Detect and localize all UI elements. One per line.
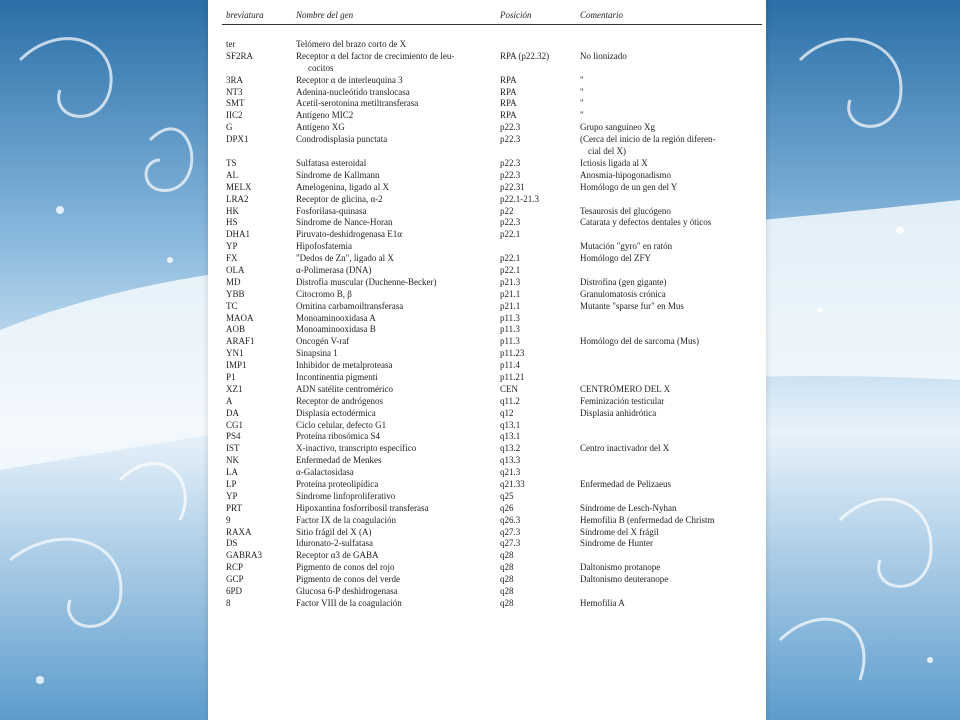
gene-name: Glucosa 6-P deshidrogenasa xyxy=(296,586,398,596)
gene-position: q26.3 xyxy=(500,514,521,525)
gene-name: X-inactivo, transcripto específico xyxy=(296,443,417,454)
gene-position: q12 xyxy=(500,407,514,418)
gene-abbreviation: ARAF1 xyxy=(226,336,255,347)
table-row xyxy=(208,467,766,479)
gene-comment: Feminización testicular xyxy=(580,395,665,406)
table-row xyxy=(208,527,766,539)
table-row xyxy=(208,562,766,574)
table-row xyxy=(208,384,766,396)
gene-abbreviation: CG1 xyxy=(226,419,244,430)
gene-position: p22 xyxy=(500,205,514,216)
gene-abbreviation: GABRA3 xyxy=(226,550,263,561)
gene-name: Pigmento de conos del verde xyxy=(296,574,400,585)
table-row xyxy=(208,550,766,562)
gene-abbreviation: GCP xyxy=(226,574,244,585)
gene-abbreviation: IMP1 xyxy=(226,360,247,371)
gene-comment: " xyxy=(580,74,584,85)
gene-comment: Síndrome de Lesch-Nyhan xyxy=(580,502,677,513)
gene-position: p22.3 xyxy=(500,157,521,168)
table-row xyxy=(208,491,766,503)
gene-comment: " xyxy=(580,86,584,97)
gene-comment: Distrofina (gen gigante) xyxy=(580,276,667,287)
gene-abbreviation: PS4 xyxy=(226,431,241,442)
gene-name: Fosforilasa-quinasa xyxy=(296,205,367,216)
table-row xyxy=(208,586,766,598)
table-row xyxy=(208,324,766,336)
gene-name: Oncogén V-raf xyxy=(296,336,350,347)
table-header xyxy=(208,10,766,24)
gene-abbreviation: DS xyxy=(226,538,238,549)
gene-abbreviation: SF2RA xyxy=(226,50,254,61)
gene-comment: Homólogo de un gen del Y xyxy=(580,181,678,192)
gene-name: Citocromo B, β xyxy=(296,288,352,299)
gene-abbreviation: MAOA xyxy=(226,312,254,323)
gene-position: p11.3 xyxy=(500,312,520,323)
table-row xyxy=(208,372,766,384)
gene-abbreviation: PRT xyxy=(226,502,242,513)
header-rule xyxy=(222,24,762,25)
table-row xyxy=(208,206,766,218)
table-row xyxy=(208,39,766,51)
table-row xyxy=(208,98,766,110)
gene-abbreviation: HS xyxy=(226,217,238,228)
gene-position: RPA xyxy=(500,110,517,121)
table-row xyxy=(208,503,766,515)
gene-position: RPA xyxy=(500,98,517,109)
gene-comment: Anosmia-hipogonadismo xyxy=(580,169,671,180)
table-row xyxy=(208,87,766,99)
gene-abbreviation: DPX1 xyxy=(226,134,249,145)
gene-position: q21.3 xyxy=(500,467,521,478)
table-row xyxy=(208,455,766,467)
gene-position: p22.3 xyxy=(500,217,521,228)
gene-name: Receptor α del factor de crecimiento de leu- xyxy=(296,50,455,61)
gene-name: Síndrome de Kallmann xyxy=(296,169,380,180)
gene-abbreviation: LA xyxy=(226,467,238,478)
gene-name: "Dedos de Zn", ligado al X xyxy=(296,253,394,264)
gene-abbreviation: YBB xyxy=(226,288,245,299)
gene-name: ADN satélite centromérico xyxy=(296,383,393,394)
table-row xyxy=(208,170,766,182)
gene-name: α-Polimerasa (DNA) xyxy=(296,264,372,275)
table-row xyxy=(208,229,766,241)
gene-table-body xyxy=(208,39,766,610)
gene-abbreviation: YP xyxy=(226,490,238,501)
gene-abbreviation: 8 xyxy=(226,597,231,608)
gene-abbreviation: RCP xyxy=(226,562,244,573)
gene-abbreviation: LRA2 xyxy=(226,193,249,204)
gene-abbreviation: RAXA xyxy=(226,526,252,537)
gene-name: Síndrome linfoproliferativo xyxy=(296,490,396,501)
gene-comment: Síndrome de Hunter xyxy=(580,538,653,549)
gene-abbreviation: MD xyxy=(226,276,241,287)
table-row xyxy=(208,313,766,325)
table-row xyxy=(208,443,766,455)
gene-position: RPA xyxy=(500,74,517,85)
gene-name: Amelogenina, ligado al X xyxy=(296,181,389,192)
gene-comment: CENTRÓMERO DEL X xyxy=(580,383,671,394)
gene-position: p22.31 xyxy=(500,181,525,192)
table-row xyxy=(208,420,766,432)
gene-name: Sinapsina 1 xyxy=(296,348,338,359)
gene-position: RPA (p22.32) xyxy=(500,50,550,61)
header-abbreviation: breviatura xyxy=(226,10,264,20)
gene-name: Displasia ectodérmica xyxy=(296,407,376,418)
gene-name: Adenina-nucleótido translocasa xyxy=(296,86,410,97)
table-row xyxy=(208,241,766,253)
gene-position: q13.1 xyxy=(500,419,521,430)
gene-abbreviation: AOB xyxy=(226,324,246,335)
gene-position: q27.3 xyxy=(500,538,521,549)
gene-name: Ciclo celular, defecto G1 xyxy=(296,419,387,430)
gene-abbreviation: 3RA xyxy=(226,74,244,85)
gene-name: Proteína proteolipídica xyxy=(296,478,379,489)
gene-position: q13.1 xyxy=(500,431,521,442)
gene-position: p22.1-21.3 xyxy=(500,193,539,204)
gene-comment: Homólogo del ZFY xyxy=(580,253,651,264)
table-row xyxy=(208,122,766,134)
table-row xyxy=(208,194,766,206)
header-position: Posición xyxy=(500,10,532,20)
gene-comment: Daltonismo protanope xyxy=(580,562,661,573)
gene-name: Monoaminooxidasa B xyxy=(296,324,376,335)
gene-name: Hipofosfatemia xyxy=(296,241,352,252)
gene-comment: Tesaurosis del glucógeno xyxy=(580,205,671,216)
gene-abbreviation: SMT xyxy=(226,98,245,109)
gene-comment: Homólogo del de sarcoma (Mus) xyxy=(580,336,699,347)
gene-comment: Granulomatosis crónica xyxy=(580,288,666,299)
gene-position: q26 xyxy=(500,502,514,513)
gene-name: Piruvato-deshidrogenasa E1α xyxy=(296,229,402,240)
gene-name: Condrodisplasia punctata xyxy=(296,134,388,145)
gene-name: Monoaminooxidasa A xyxy=(296,312,376,323)
gene-comment: Grupo sanguíneo Xg xyxy=(580,122,655,133)
table-row xyxy=(208,301,766,313)
gene-name: Síndrome de Nance-Horan xyxy=(296,217,393,228)
gene-abbreviation: IIC2 xyxy=(226,110,243,121)
table-row xyxy=(208,75,766,87)
gene-abbreviation: LP xyxy=(226,478,237,489)
gene-comment: Hemofilia A xyxy=(580,597,625,608)
gene-position: p22.3 xyxy=(500,134,521,145)
table-row xyxy=(208,431,766,443)
table-row xyxy=(208,217,766,229)
gene-name: Inhibidor de metalproteasa xyxy=(296,360,393,371)
gene-position: q27.3 xyxy=(500,526,521,537)
gene-name: Enfermedad de Menkes xyxy=(296,455,382,466)
gene-name: Hipoxantina fosforribosil transferasa xyxy=(296,502,429,513)
header-comment: Comentario xyxy=(580,10,624,20)
gene-name: Distrofia muscular (Duchenne-Becker) xyxy=(296,276,437,287)
gene-abbreviation: P1 xyxy=(226,371,236,382)
gene-abbreviation: NK xyxy=(226,455,239,466)
gene-name: Iduronato-2-sulfatasa xyxy=(296,538,373,549)
gene-position: p11.3 xyxy=(500,324,520,335)
gene-name: α-Galactosidasa xyxy=(296,467,354,478)
gene-position: q11.2 xyxy=(500,395,520,406)
gene-name: Factor IX de la coagulación xyxy=(296,514,396,525)
gene-abbreviation: HK xyxy=(226,205,239,216)
table-row xyxy=(208,408,766,420)
gene-name: Receptor α3 de GABA xyxy=(296,550,379,561)
gene-name: Receptor de glicina, α-2 xyxy=(296,193,383,204)
gene-abbreviation: G xyxy=(226,122,233,133)
table-row xyxy=(208,336,766,348)
gene-name: Acetil-serotonina metiltransferasa xyxy=(296,98,419,109)
gene-comment: Mutante "sparse fur" en Mus xyxy=(580,300,684,311)
gene-name: Receptor de andrógenos xyxy=(296,395,383,406)
gene-comment: Centro inactivador del X xyxy=(580,443,670,454)
table-row xyxy=(208,182,766,194)
table-row xyxy=(208,51,766,75)
gene-abbreviation: OLA xyxy=(226,264,245,275)
gene-abbreviation: 6PD xyxy=(226,586,243,596)
table-row xyxy=(208,110,766,122)
gene-position: q13.3 xyxy=(500,455,521,466)
gene-comment: Daltonismo deuteranope xyxy=(580,574,669,585)
gene-comment-continuation: cial del X) xyxy=(588,146,626,157)
gene-name-continuation: cocitos xyxy=(308,62,334,73)
gene-abbreviation: XZ1 xyxy=(226,383,243,394)
gene-name: Factor VIII de la coagulación xyxy=(296,597,402,608)
gene-position: p11.4 xyxy=(500,360,520,371)
gene-position: CEN xyxy=(500,383,518,394)
gene-position: p21.1 xyxy=(500,288,521,299)
gene-abbreviation: DHA1 xyxy=(226,229,250,240)
table-row xyxy=(208,574,766,586)
gene-position: p22.3 xyxy=(500,169,521,180)
gene-abbreviation: YN1 xyxy=(226,348,244,359)
table-row xyxy=(208,158,766,170)
gene-abbreviation: TS xyxy=(226,157,237,168)
gene-abbreviation: IST xyxy=(226,443,240,454)
gene-position: q25 xyxy=(500,490,514,501)
gene-abbreviation: 9 xyxy=(226,514,231,525)
table-row xyxy=(208,538,766,550)
table-row xyxy=(208,277,766,289)
gene-position: q21.33 xyxy=(500,478,525,489)
gene-comment: Displasia anhidrótica xyxy=(580,407,657,418)
gene-name: Sulfatasa esteroidal xyxy=(296,157,367,168)
document-page xyxy=(208,0,766,720)
gene-abbreviation: AL xyxy=(226,169,238,180)
gene-comment: Catarata y defectos dentales y óticos xyxy=(580,217,712,228)
gene-name: Receptor α de interleuquina 3 xyxy=(296,74,403,85)
gene-position: p21.3 xyxy=(500,276,521,287)
gene-position: q28 xyxy=(500,550,514,561)
gene-comment: Ictiosis ligada al X xyxy=(580,157,648,168)
gene-name: Sitio frágil del X (A) xyxy=(296,526,372,537)
table-row xyxy=(208,515,766,527)
gene-comment: Enfermedad de Pelizaeus xyxy=(580,478,671,489)
gene-position: q28 xyxy=(500,586,514,596)
gene-position: p22.3 xyxy=(500,122,521,133)
gene-position: p11.3 xyxy=(500,336,520,347)
table-row xyxy=(208,598,766,610)
gene-comment: Mutación "gyro" en ratón xyxy=(580,241,673,252)
gene-position: q13.2 xyxy=(500,443,521,454)
gene-position: RPA xyxy=(500,86,517,97)
gene-name: Proteína ribosómica S4 xyxy=(296,431,380,442)
gene-name: Incontinentia pigmenti xyxy=(296,371,378,382)
gene-abbreviation: MELX xyxy=(226,181,252,192)
gene-position: q28 xyxy=(500,574,514,585)
table-row xyxy=(208,360,766,372)
gene-abbreviation: FX xyxy=(226,253,238,264)
gene-position: p11.23 xyxy=(500,348,525,359)
gene-comment: " xyxy=(580,110,584,121)
table-row xyxy=(208,396,766,408)
gene-position: q28 xyxy=(500,562,514,573)
gene-position: q28 xyxy=(500,597,514,608)
gene-abbreviation: ter xyxy=(226,39,236,49)
gene-position: p11.21 xyxy=(500,371,525,382)
gene-position: p21.1 xyxy=(500,300,521,311)
gene-position: p22.1 xyxy=(500,229,521,240)
gene-position: p22.1 xyxy=(500,264,521,275)
gene-comment: Síndrome del X frágil xyxy=(580,526,659,537)
gene-comment: " xyxy=(580,98,584,109)
gene-name: Pigmento de conos del rojo xyxy=(296,562,395,573)
gene-abbreviation: DA xyxy=(226,407,239,418)
gene-name: Ornitina carbamoiltransferasa xyxy=(296,300,404,311)
gene-abbreviation: TC xyxy=(226,300,238,311)
table-row xyxy=(208,265,766,277)
table-row xyxy=(208,289,766,301)
table-row xyxy=(208,253,766,265)
table-row xyxy=(208,134,766,158)
gene-abbreviation: NT3 xyxy=(226,86,243,97)
table-row xyxy=(208,479,766,491)
gene-position: p22.1 xyxy=(500,253,521,264)
gene-abbreviation: A xyxy=(226,395,233,406)
header-gene-name: Nombre del gen xyxy=(296,10,354,20)
gene-comment: Hemofilia B (enfermedad de Christm xyxy=(580,514,715,525)
gene-abbreviation: YP xyxy=(226,241,238,252)
table-row xyxy=(208,348,766,360)
gene-comment: No lionizado xyxy=(580,50,627,61)
gene-name: Antígeno XG xyxy=(296,122,345,133)
gene-name: Antígeno MIC2 xyxy=(296,110,354,121)
gene-comment: (Cerca del inicio de la región diferen- xyxy=(580,134,716,145)
gene-name: Telómero del brazo corto de X xyxy=(296,39,407,49)
